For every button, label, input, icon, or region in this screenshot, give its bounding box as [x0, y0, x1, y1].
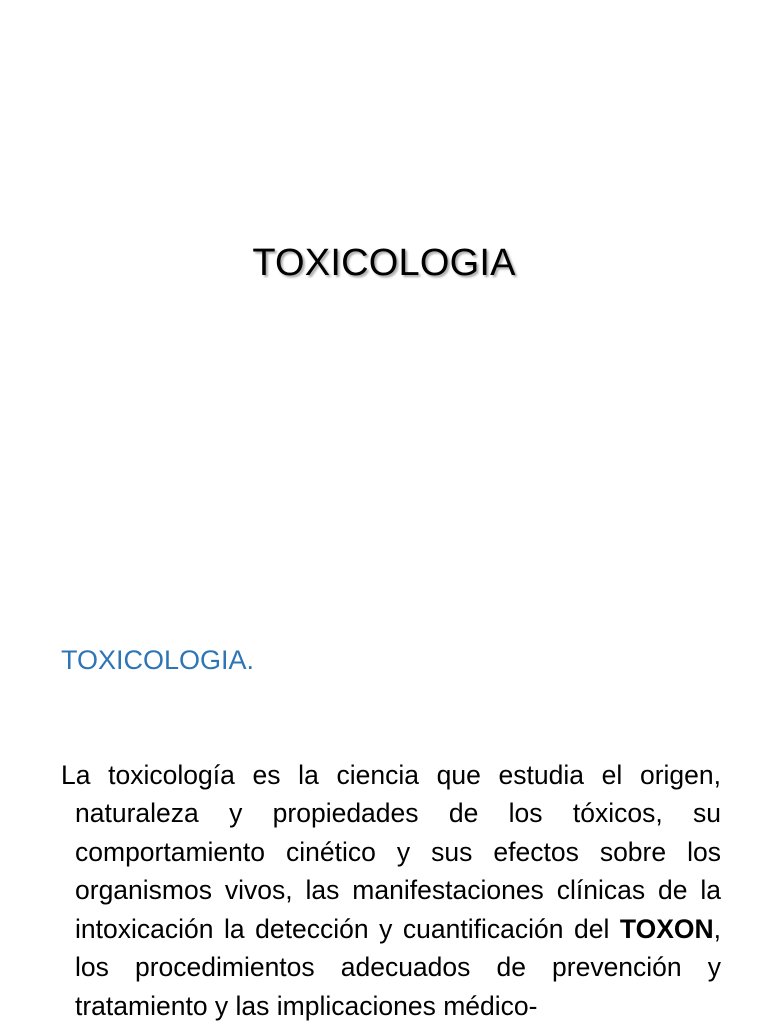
slide-title: TOXICOLOGIA	[252, 242, 516, 284]
toxon-term: TOXON	[619, 913, 714, 944]
paragraph-text-end: , los procedimientos adecuados de prevención y tratamiento y las implicaciones médico-	[75, 913, 721, 1021]
section-heading: TOXICOLOGIA.	[61, 645, 255, 675]
body-paragraph	[61, 756, 721, 1024]
paragraph-text-start: La toxicología es la ciencia que estudia el origen, naturaleza y propiedades de los tóxicos, su comportamiento cinético y sus efectos sobre los organismos vivos, las manifestaciones clínicas de la intoxicación la detección y cuantificación del	[61, 759, 721, 944]
